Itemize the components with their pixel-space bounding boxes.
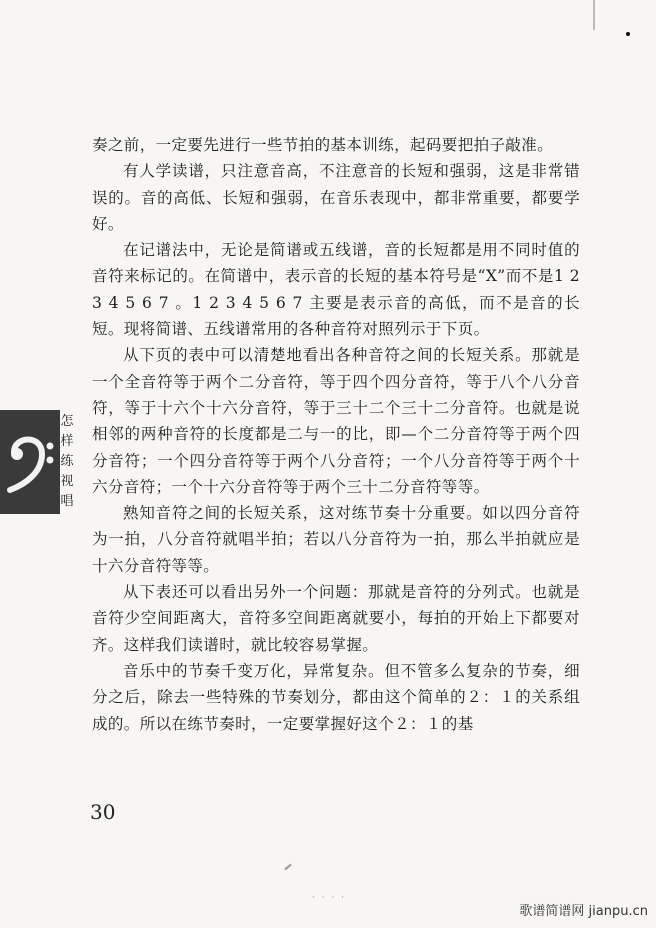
bass-clef-icon xyxy=(0,410,60,514)
body-text xyxy=(92,132,580,737)
side-label: 怎样练视唱 xyxy=(60,414,74,509)
bottom-dots: · · · · xyxy=(312,893,347,903)
page-number: 30 xyxy=(90,800,116,824)
paragraph-3: 在记谱法中，无论是简谱或五线谱，音的长短都是用不同时值的音符来标记的。在简谱中，表示音的长短的基本符号是“X”而不是1 2 3 4 5 6 7 。1 2 3 4 5 6 7 主要是表示音的高低，而不是音的长短。现将简谱、五线谱常用的各种音符对照列示于下页。 xyxy=(92,241,580,339)
scratch-mark xyxy=(284,864,291,871)
paragraph-4: 从下页的表中可以清楚地看出各种音符之间的长短关系。那就是一个全音符等于两个二分音符，等于四个四分音符，等于八个八分音符，等于十六个十六分音符，等于三十二个三十二分音符。也就是说相邻的两种音符的长度都是二与一的比，即—个二分音符等于两个四分音符；一个四分音符等于两个八分音符；一个八分音符等于两个十六分音符；一个十六分音符等于两个三十二分音符等等。 xyxy=(92,346,580,496)
watermark: 歌谱简谱网 jianpu.cn xyxy=(519,904,648,919)
paragraph-7: 音乐中的节奏千变万化，异常复杂。但不管多么复杂的节奏，细分之后，除去一些特殊的节奏划分，都由这个简单的２：１的关系组成的。所以在练节奏时，一定要掌握好这个２：１的基 xyxy=(92,661,580,733)
paragraph-1: 奏之前，一定要先进行一些节拍的基本训练，起码要把拍子敲准。 xyxy=(92,136,554,154)
paragraph-6: 从下表还可以看出另外一个问题：那就是音符的分列式。也就是音符少空间距离大，音符多空间距离就要小，每拍的开始上下都要对齐。这样我们读谱时，就比较容易掌握。 xyxy=(92,583,580,654)
paragraph-5: 熟知音符之间的长短关系，这对练节奏十分重要。如以四分音符为一拍，八分音符就唱半拍；若以八分音符为一拍，那么半拍就应是十六分音符等等。 xyxy=(92,504,580,575)
paragraph-2: 有人学读谱，只注意音高，不注意音的长短和强弱，这是非常错误的。音的高低、长短和强弱，在音乐表现中，都非常重要，都要学好。 xyxy=(92,162,580,233)
corner-dot xyxy=(626,32,630,36)
margin-mark xyxy=(593,0,595,30)
